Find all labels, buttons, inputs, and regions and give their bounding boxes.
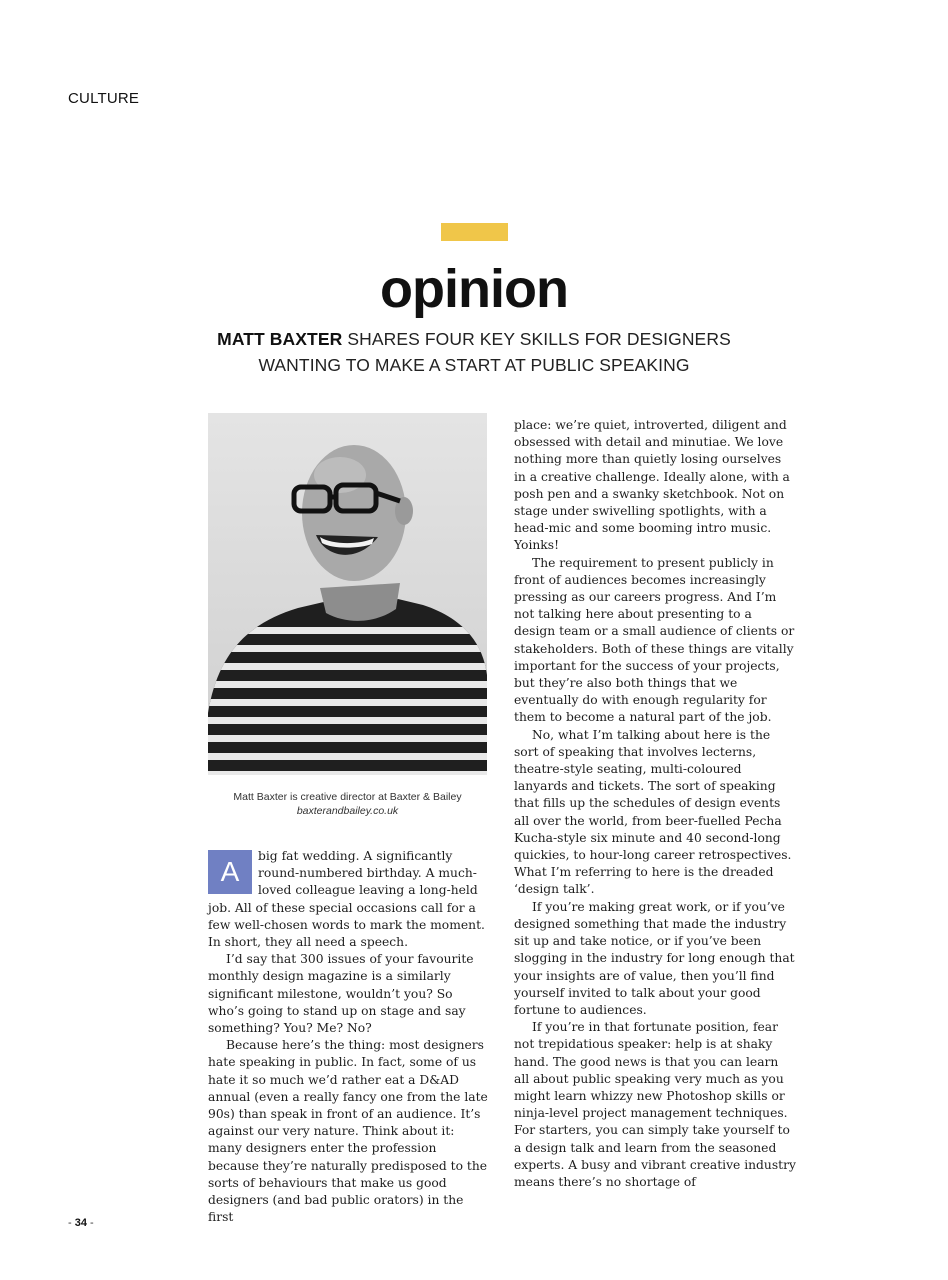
body-paragraph: If you’re making great work, or if you’ve designed something that made the industry sit up and take notice, or if you’ve been slogging in the industry for long enough that your insights are of value, then you’ll find yourself invited to talk about your good fortune to audiences. [514, 899, 795, 1017]
page-number [68, 1217, 94, 1229]
body-column-right [514, 417, 796, 1191]
page-number-value: 34 [74, 1217, 87, 1229]
section-label: CULTURE [68, 90, 140, 107]
accent-bar [441, 223, 508, 241]
drop-cap: A [208, 850, 252, 894]
page-number-suffix: - [86, 1217, 94, 1229]
standfirst-text: SHARES FOUR KEY SKILLS FOR DESIGNERS WANTING TO MAKE A START AT PUBLIC SPEAKING [258, 329, 731, 375]
standfirst-author: MATT BAXTER [217, 329, 343, 349]
body-paragraph: If you’re in that fortunate position, fear not trepidatious speaker: help is at shaky hand. The good news is that you can learn all about public speaking very much as you might learn whizzy new Photoshop skills or ninja-level project management techniques. For starters, you can simply take yourself to a design talk and learn from the seasoned experts. A busy and vibrant creative industry means there’s no shortage of [514, 1020, 796, 1189]
page-number-prefix: - [68, 1217, 75, 1229]
standfirst [200, 326, 748, 378]
caption-text: Matt Baxter is creative director at Baxter & Bailey [233, 791, 462, 803]
author-portrait [208, 413, 487, 775]
photo-caption [208, 790, 487, 818]
body-paragraph: place: we’re quiet, introverted, diligent and obsessed with detail and minutiae. We love nothing more than quietly losing ourselves in a creative challenge. Ideally alone, with a posh pen and a swanky sketchbook. Not on stage under swivelling spotlights, with a head-mic and some booming intro music. Yoinks! [514, 418, 790, 553]
paragraph-text: big fat wedding. A significantly round-numbered birthday. A much-loved colleague leaving a long-held job. All of these special occasions call for a few well-chosen words to mark the moment. In short, they all need a speech. [208, 849, 485, 950]
body-paragraph: I’d say that 300 issues of your favourite monthly design magazine is a similarly significant milestone, wouldn’t you? So who’s going to stand up on stage and say something? You? Me? No? [208, 952, 474, 1036]
body-paragraph: No, what I’m talking about here is the sort of speaking that involves lecterns, theatre-style seating, multi-coloured lanyards and tickets. The sort of speaking that fills up the schedules of design events all over the world, from beer-fuelled Pecha Kucha-style six minute and 40 second-long quickies, to hour-long career retrospectives. What I’m referring to here is the dreaded ‘design talk’. [514, 727, 792, 897]
page-title: opinion [380, 259, 568, 319]
body-paragraph: Because here’s the thing: most designers hate speaking in public. In fact, some of us hate it so much we’d rather eat a D&AD annual (even a really fancy one from the late 90s) than speak in front of an audience. It’s against our very nature. Think about it: many designers enter the profession because they’re naturally predisposed to the sorts of behaviours that make us good designers (and bad public orators) in the first [208, 1038, 488, 1225]
body-paragraph: The requirement to present publicly in front of audiences becomes increasingly pressing as our careers progress. And I’m not talking here about presenting to a design team or a small audience of clients or stakeholders. Both of these things are vitally important for the success of your projects, but they’re also both things that we eventually do with enough regularity for them to become a natural part of the job. [514, 555, 795, 725]
body-column-left [208, 848, 488, 1226]
caption-url: baxterandbailey.co.uk [296, 805, 399, 817]
body-paragraph [208, 848, 488, 951]
